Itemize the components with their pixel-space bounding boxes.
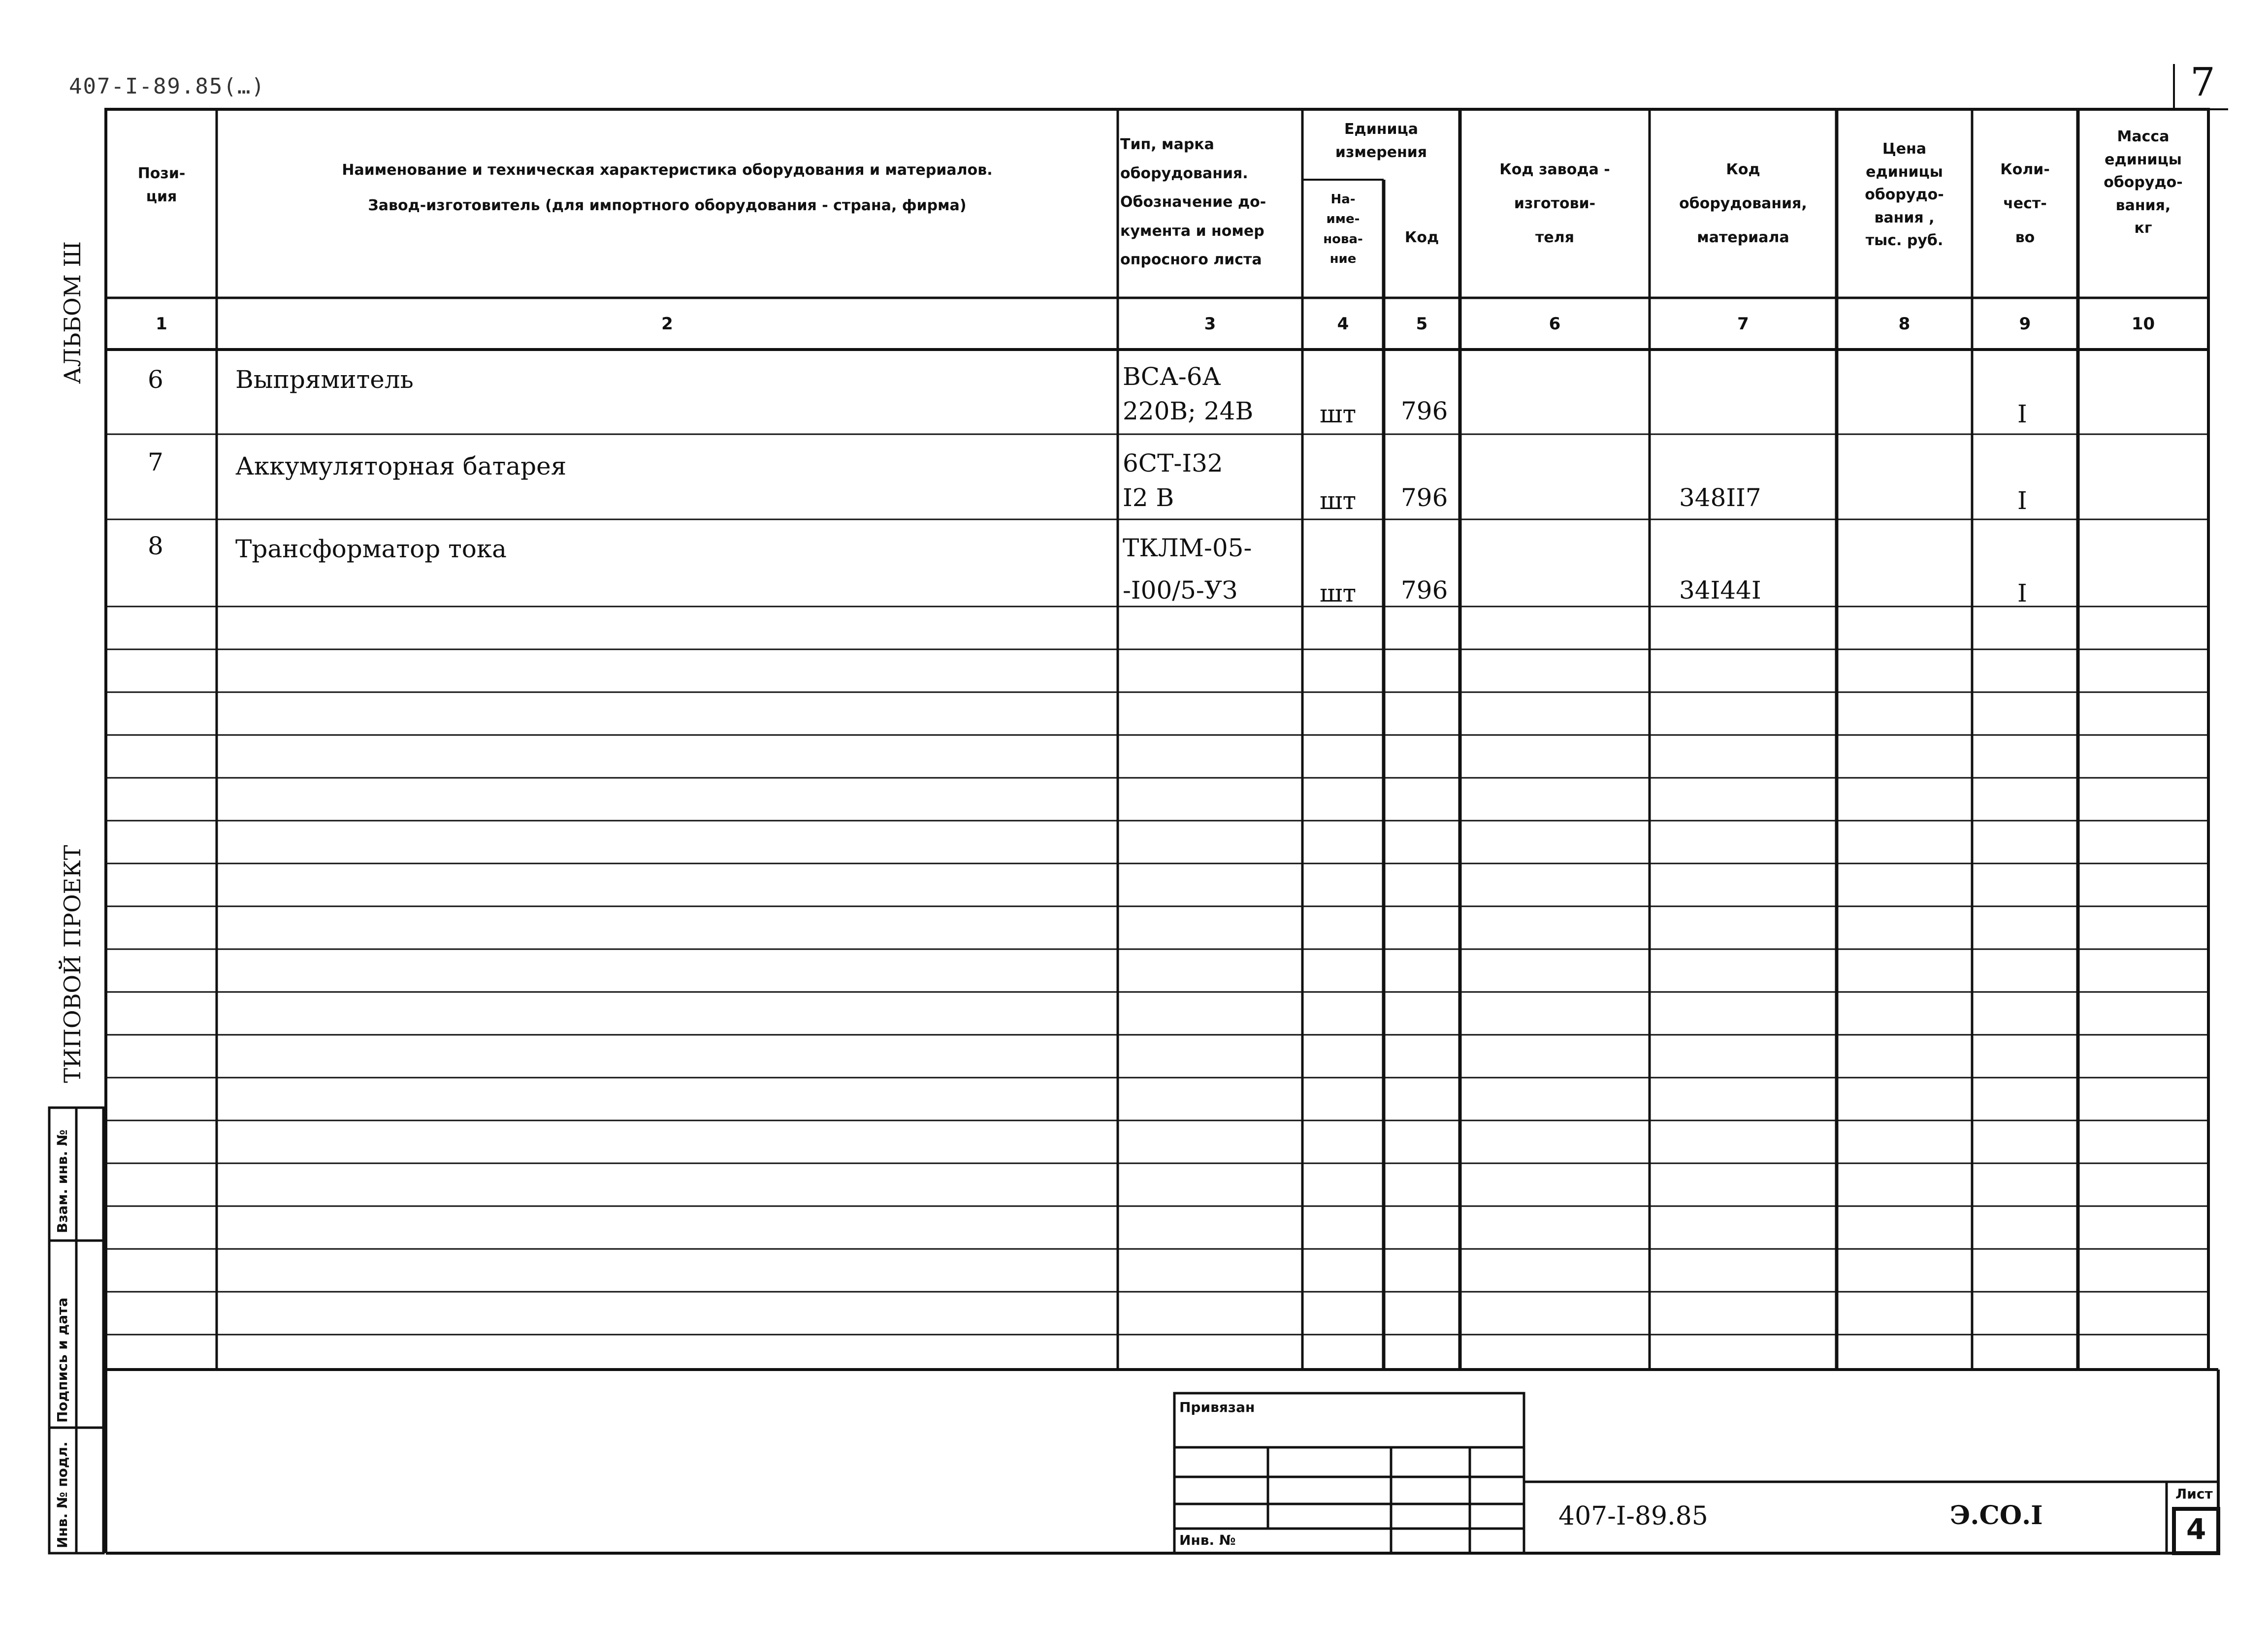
header-quantity: Коли- чест- во (2000, 161, 2050, 246)
item-quantity: I (2017, 579, 2027, 607)
document-code: 407-I-89.85 (1558, 1501, 1708, 1531)
inv-number-label: Инв. № (1179, 1532, 1236, 1548)
sheet-number: 4 (2186, 1512, 2206, 1546)
stamp-inv-vzam: Взам. инв. № (54, 1129, 70, 1233)
header-equipment-code: Код оборудования, материала (1679, 161, 1807, 246)
header-name: Наименование и техническая характеристика оборудования и материалов. Завод-изготовитель (для импортного оборудования - страна, фирма) (342, 161, 993, 214)
privyazan-label: Привязан (1179, 1399, 1255, 1415)
project-type-label: ТИПОВОЙ ПРОЕКТ (59, 845, 86, 1083)
column-number: 6 (1549, 314, 1561, 334)
column-number: 8 (1898, 314, 1911, 334)
item-type-line1: ТКЛМ-05- (1123, 534, 1252, 562)
item-type-line1: ВСА-6А (1123, 362, 1221, 391)
item-equipment-code: 34I44I (1679, 576, 1761, 605)
header-unit-name: На- име- нова- ние (1323, 192, 1363, 266)
item-unit-code: 796 (1401, 397, 1448, 425)
header-unit: Единица измерения (1335, 121, 1427, 161)
item-unit: шт (1320, 486, 1357, 515)
item-unit-code: 796 (1401, 483, 1448, 512)
header-mass: Масса единицы оборудо- вания, кг (2104, 128, 2183, 237)
item-position: 7 (148, 448, 163, 477)
item-type-line2: 220В; 24В (1123, 397, 1254, 425)
item-position: 6 (148, 365, 163, 394)
document-code-top: 407-I-89.85(…) (69, 74, 265, 99)
item-name: Трансформатор тока (235, 535, 507, 563)
header-price: Цена единицы оборудо- вания , тыс. руб. (1865, 140, 1944, 249)
item-unit: шт (1320, 579, 1357, 607)
item-quantity: I (2017, 400, 2027, 428)
column-number: 4 (1337, 314, 1349, 334)
item-unit: шт (1320, 400, 1357, 428)
item-quantity: I (2017, 486, 2027, 515)
column-number: 7 (1737, 314, 1749, 334)
column-number: 1 (156, 314, 167, 334)
item-name: Аккумуляторная батарея (235, 452, 567, 480)
column-number: 2 (661, 314, 673, 334)
item-position: 8 (148, 532, 163, 560)
column-number: 5 (1416, 314, 1428, 334)
column-number: 3 (1204, 314, 1216, 334)
album-label: АЛЬБОМ Ш (59, 241, 86, 384)
header-plant-code: Код завода - изготови- теля (1499, 161, 1610, 246)
sheet-label: Лист (2175, 1486, 2213, 1502)
document-mark: Э.СО.I (1950, 1500, 2043, 1531)
column-number: 10 (2131, 314, 2155, 334)
stamp-inv-podl: Инв. № подл. (54, 1441, 70, 1548)
item-unit-code: 796 (1401, 576, 1448, 605)
item-equipment-code: 348II7 (1679, 483, 1761, 512)
item-type-line2: -I00/5-УЗ (1123, 576, 1238, 605)
column-number: 9 (2019, 314, 2031, 334)
stamp-sign-date: Подпись и дата (54, 1297, 70, 1423)
header-position: Пози- ция (137, 165, 186, 205)
page-number-corner: 7 (2190, 59, 2215, 105)
item-type-line2: I2 В (1123, 483, 1174, 512)
header-type: Тип, марка оборудования. Обозначение до- кумента и номер опросного листа (1120, 136, 1266, 268)
header-unit-code: Код (1404, 229, 1439, 246)
item-type-line1: 6СТ-I32 (1123, 449, 1223, 478)
item-name: Выпрямитель (235, 365, 414, 394)
